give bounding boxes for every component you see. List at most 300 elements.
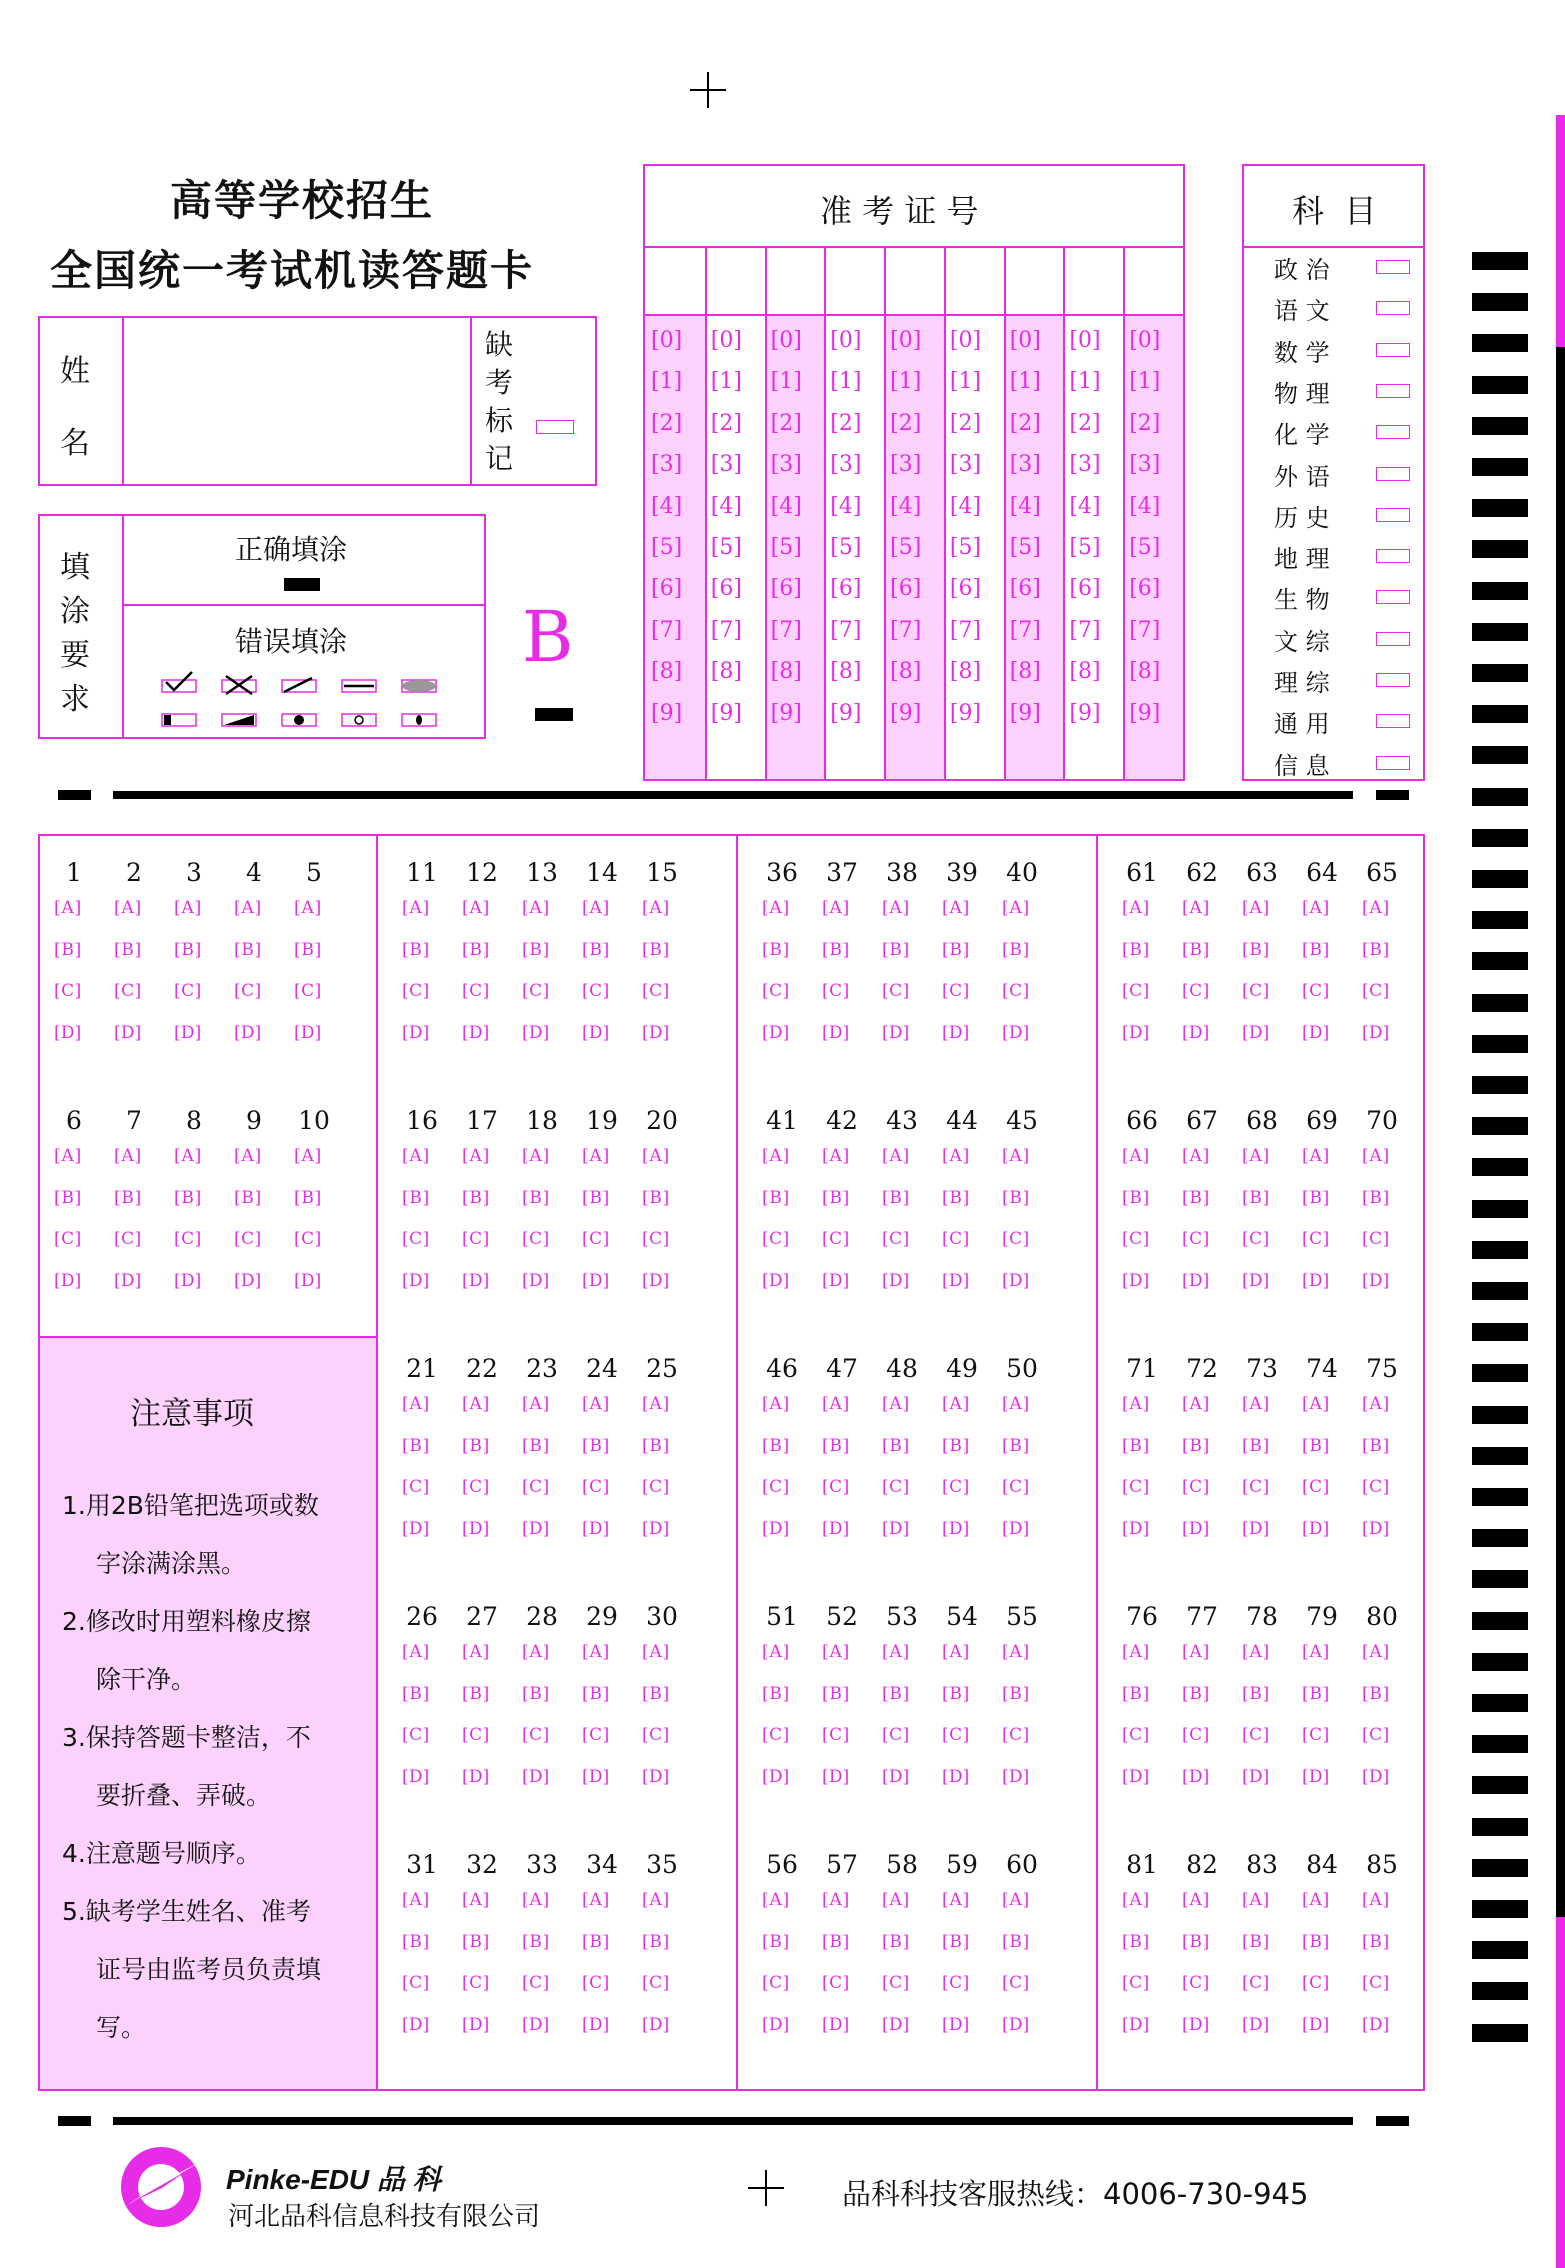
answer-bubble[interactable]: [B] <box>942 1187 970 1208</box>
answer-bubble[interactable]: [A] <box>582 898 610 918</box>
answer-bubble[interactable]: [D] <box>1242 1022 1270 1043</box>
subject-bubble[interactable] <box>1376 632 1410 646</box>
exam-id-bubble[interactable]: [8] <box>1129 659 1161 685</box>
answer-bubble[interactable]: [B] <box>522 1187 550 1208</box>
exam-id-write-cell[interactable] <box>645 248 705 312</box>
answer-bubble[interactable]: [B] <box>1362 1931 1390 1952</box>
answer-bubble[interactable]: [D] <box>522 1766 550 1787</box>
subject-bubble[interactable] <box>1376 549 1410 563</box>
answer-bubble[interactable]: [D] <box>1182 2014 1210 2035</box>
answer-bubble[interactable]: [A] <box>942 1642 970 1662</box>
answer-bubble[interactable]: [B] <box>522 1683 550 1704</box>
exam-id-bubble[interactable]: [7] <box>890 617 922 643</box>
answer-bubble[interactable]: [B] <box>54 939 82 960</box>
answer-bubble[interactable]: [C] <box>822 1229 850 1249</box>
exam-id-bubble[interactable]: [8] <box>830 659 862 685</box>
exam-id-bubble[interactable]: [8] <box>1069 659 1101 685</box>
answer-bubble[interactable]: [D] <box>234 1022 262 1043</box>
answer-bubble[interactable]: [D] <box>1002 1270 1030 1291</box>
exam-id-bubble[interactable]: [5] <box>770 535 802 560</box>
answer-bubble[interactable]: [B] <box>822 1187 850 1208</box>
answer-bubble[interactable]: [C] <box>1242 1229 1270 1249</box>
answer-bubble[interactable]: [A] <box>174 1146 202 1166</box>
exam-id-bubble[interactable]: [1] <box>830 369 862 395</box>
exam-id-bubble[interactable]: [1] <box>1069 369 1101 395</box>
answer-bubble[interactable]: [D] <box>522 1518 550 1539</box>
answer-bubble[interactable]: [D] <box>1242 1270 1270 1291</box>
answer-bubble[interactable]: [B] <box>582 1931 610 1952</box>
exam-id-bubble[interactable]: [7] <box>830 617 862 643</box>
answer-bubble[interactable]: [B] <box>882 1435 910 1456</box>
answer-bubble[interactable]: [C] <box>294 1229 322 1249</box>
answer-bubble[interactable]: [A] <box>402 1146 430 1166</box>
exam-id-bubble[interactable]: [4] <box>830 493 862 519</box>
answer-bubble[interactable]: [B] <box>822 1435 850 1456</box>
answer-bubble[interactable]: [D] <box>1302 1022 1330 1043</box>
answer-bubble[interactable]: [D] <box>582 2014 610 2035</box>
answer-bubble[interactable]: [A] <box>402 1890 430 1910</box>
subject-bubble[interactable] <box>1376 301 1410 315</box>
exam-id-bubble[interactable]: [6] <box>949 576 982 602</box>
answer-bubble[interactable]: [B] <box>402 1187 430 1208</box>
exam-id-bubble[interactable]: [6] <box>1069 576 1101 602</box>
exam-id-bubble[interactable]: [9] <box>830 700 862 726</box>
exam-id-bubble[interactable]: [9] <box>651 700 683 726</box>
exam-id-bubble[interactable]: [3] <box>1129 452 1161 478</box>
answer-bubble[interactable]: [D] <box>1362 1022 1390 1043</box>
answer-bubble[interactable]: [D] <box>882 1518 910 1539</box>
answer-bubble[interactable]: [A] <box>1362 1394 1390 1414</box>
exam-id-bubble[interactable]: [2] <box>1069 410 1101 436</box>
answer-bubble[interactable]: [C] <box>642 1973 670 1993</box>
answer-bubble[interactable]: [D] <box>1182 1022 1210 1043</box>
answer-bubble[interactable]: [C] <box>1182 1477 1210 1497</box>
exam-id-bubble[interactable]: [9] <box>949 700 982 726</box>
answer-bubble[interactable]: [B] <box>1182 1187 1210 1208</box>
answer-bubble[interactable]: [D] <box>462 1766 490 1787</box>
subject-bubble[interactable] <box>1376 590 1410 604</box>
answer-bubble[interactable]: [D] <box>54 1022 82 1043</box>
subject-bubble[interactable] <box>1376 756 1410 770</box>
answer-bubble[interactable]: [D] <box>882 1766 910 1787</box>
exam-id-bubble[interactable]: [7] <box>651 617 683 643</box>
exam-id-bubble[interactable]: [4] <box>1129 493 1161 519</box>
answer-bubble[interactable]: [D] <box>942 2014 970 2035</box>
exam-id-bubble[interactable]: [7] <box>1069 617 1101 643</box>
answer-bubble[interactable]: [C] <box>402 981 430 1001</box>
answer-bubble[interactable]: [C] <box>582 1973 610 1993</box>
answer-bubble[interactable]: [D] <box>1122 1270 1150 1291</box>
answer-bubble[interactable]: [C] <box>642 981 670 1001</box>
exam-id-bubble[interactable]: [7] <box>770 617 802 643</box>
answer-bubble[interactable]: [B] <box>1302 1187 1330 1208</box>
exam-id-bubble[interactable]: [4] <box>770 493 802 519</box>
answer-bubble[interactable]: [A] <box>582 1890 610 1910</box>
answer-bubble[interactable]: [D] <box>942 1022 970 1043</box>
answer-bubble[interactable]: [C] <box>822 1725 850 1745</box>
answer-bubble[interactable]: [A] <box>762 1394 790 1414</box>
exam-id-bubble[interactable]: [8] <box>710 659 742 685</box>
answer-bubble[interactable]: [D] <box>174 1022 202 1043</box>
answer-bubble[interactable]: [A] <box>462 1642 490 1662</box>
answer-bubble[interactable]: [D] <box>114 1270 142 1291</box>
answer-bubble[interactable]: [D] <box>642 1022 670 1043</box>
answer-bubble[interactable]: [B] <box>1002 1931 1030 1952</box>
exam-id-bubble[interactable]: [6] <box>710 576 742 602</box>
subject-bubble[interactable] <box>1376 384 1410 398</box>
exam-id-bubble[interactable]: [0] <box>1069 328 1101 353</box>
exam-id-bubble[interactable]: [1] <box>1129 369 1161 395</box>
answer-bubble[interactable]: [A] <box>234 1146 262 1166</box>
answer-bubble[interactable]: [D] <box>1122 1022 1150 1043</box>
exam-id-bubble[interactable]: [5] <box>949 535 982 560</box>
answer-bubble[interactable]: [B] <box>1182 939 1210 960</box>
answer-bubble[interactable]: [A] <box>822 898 850 918</box>
exam-id-write-cell[interactable] <box>1004 248 1064 312</box>
answer-bubble[interactable]: [B] <box>942 1435 970 1456</box>
answer-bubble[interactable]: [A] <box>942 1394 970 1414</box>
answer-bubble[interactable]: [D] <box>1362 1518 1390 1539</box>
answer-bubble[interactable]: [B] <box>1002 1187 1030 1208</box>
exam-id-bubble[interactable]: [0] <box>830 328 862 353</box>
answer-bubble[interactable]: [A] <box>114 898 142 918</box>
answer-bubble[interactable]: [C] <box>582 1725 610 1745</box>
answer-bubble[interactable]: [D] <box>1302 1518 1330 1539</box>
answer-bubble[interactable]: [A] <box>522 898 550 918</box>
answer-bubble[interactable]: [C] <box>762 1477 790 1497</box>
answer-bubble[interactable]: [B] <box>1122 1435 1150 1456</box>
exam-id-bubble[interactable]: [3] <box>890 452 922 478</box>
answer-bubble[interactable]: [D] <box>462 1270 490 1291</box>
answer-bubble[interactable]: [A] <box>1362 1146 1390 1166</box>
exam-id-bubble[interactable]: [3] <box>770 452 802 478</box>
answer-bubble[interactable]: [D] <box>174 1270 202 1291</box>
answer-bubble[interactable]: [B] <box>462 1187 490 1208</box>
answer-bubble[interactable]: [C] <box>822 1973 850 1993</box>
answer-bubble[interactable]: [D] <box>942 1270 970 1291</box>
answer-bubble[interactable]: [D] <box>1122 1766 1150 1787</box>
answer-bubble[interactable]: [B] <box>1122 1187 1150 1208</box>
answer-bubble[interactable]: [D] <box>1002 1022 1030 1043</box>
answer-bubble[interactable]: [A] <box>1242 1146 1270 1166</box>
answer-bubble[interactable]: [B] <box>1182 1683 1210 1704</box>
answer-bubble[interactable]: [C] <box>942 1973 970 1993</box>
answer-bubble[interactable]: [C] <box>1002 1229 1030 1249</box>
answer-bubble[interactable]: [C] <box>402 1477 430 1497</box>
exam-id-bubble[interactable]: [5] <box>890 535 922 560</box>
answer-bubble[interactable]: [C] <box>234 981 262 1001</box>
answer-bubble[interactable]: [C] <box>462 1477 490 1497</box>
answer-bubble[interactable]: [C] <box>1242 1973 1270 1993</box>
answer-bubble[interactable]: [A] <box>1002 1890 1030 1910</box>
answer-bubble[interactable]: [C] <box>522 1973 550 1993</box>
answer-bubble[interactable]: [B] <box>642 1931 670 1952</box>
answer-bubble[interactable]: [A] <box>642 1890 670 1910</box>
answer-bubble[interactable]: [A] <box>822 1890 850 1910</box>
answer-bubble[interactable]: [B] <box>1242 1683 1270 1704</box>
exam-id-bubble[interactable]: [8] <box>770 659 802 685</box>
answer-bubble[interactable]: [D] <box>402 1022 430 1043</box>
answer-bubble[interactable]: [C] <box>942 1477 970 1497</box>
answer-bubble[interactable]: [A] <box>642 1146 670 1166</box>
answer-bubble[interactable]: [B] <box>462 1931 490 1952</box>
exam-id-bubble[interactable]: [6] <box>830 576 862 602</box>
answer-bubble[interactable]: [B] <box>294 1187 322 1208</box>
exam-id-bubble[interactable]: [4] <box>949 493 982 519</box>
answer-bubble[interactable]: [C] <box>1242 1725 1270 1745</box>
exam-id-bubble[interactable]: [2] <box>1009 410 1041 436</box>
answer-bubble[interactable]: [D] <box>1002 2014 1030 2035</box>
exam-id-bubble[interactable]: [4] <box>710 493 742 519</box>
answer-bubble[interactable]: [C] <box>174 981 202 1001</box>
answer-bubble[interactable]: [B] <box>402 1931 430 1952</box>
answer-bubble[interactable]: [B] <box>762 1931 790 1952</box>
answer-bubble[interactable]: [A] <box>114 1146 142 1166</box>
subject-bubble[interactable] <box>1376 673 1410 687</box>
answer-bubble[interactable]: [A] <box>1122 1146 1150 1166</box>
answer-bubble[interactable]: [A] <box>1302 1642 1330 1662</box>
answer-bubble[interactable]: [C] <box>762 1229 790 1249</box>
answer-bubble[interactable]: [A] <box>1002 1146 1030 1166</box>
exam-id-bubble[interactable]: [0] <box>651 328 683 353</box>
answer-bubble[interactable]: [A] <box>174 898 202 918</box>
answer-bubble[interactable]: [D] <box>762 1518 790 1539</box>
answer-bubble[interactable]: [B] <box>1002 1435 1030 1456</box>
subject-bubble[interactable] <box>1376 260 1410 274</box>
answer-bubble[interactable]: [D] <box>402 1270 430 1291</box>
answer-bubble[interactable]: [B] <box>762 939 790 960</box>
answer-bubble[interactable]: [D] <box>822 1022 850 1043</box>
exam-id-write-cell[interactable] <box>705 248 765 312</box>
answer-bubble[interactable]: [A] <box>462 1146 490 1166</box>
answer-bubble[interactable]: [C] <box>642 1725 670 1745</box>
answer-bubble[interactable]: [D] <box>582 1022 610 1043</box>
answer-bubble[interactable]: [A] <box>1182 1642 1210 1662</box>
answer-bubble[interactable]: [A] <box>1122 1642 1150 1662</box>
answer-bubble[interactable]: [B] <box>1302 1435 1330 1456</box>
answer-bubble[interactable]: [D] <box>294 1270 322 1291</box>
exam-id-bubble[interactable]: [1] <box>770 369 802 395</box>
exam-id-bubble[interactable]: [3] <box>710 452 742 478</box>
answer-bubble[interactable]: [C] <box>1242 1477 1270 1497</box>
answer-bubble[interactable]: [B] <box>642 1435 670 1456</box>
answer-bubble[interactable]: [B] <box>942 1683 970 1704</box>
answer-bubble[interactable]: [D] <box>1122 2014 1150 2035</box>
answer-bubble[interactable]: [C] <box>1002 1477 1030 1497</box>
answer-bubble[interactable]: [B] <box>1002 1683 1030 1704</box>
answer-bubble[interactable]: [B] <box>174 1187 202 1208</box>
answer-bubble[interactable]: [A] <box>822 1394 850 1414</box>
answer-bubble[interactable]: [A] <box>1242 898 1270 918</box>
answer-bubble[interactable]: [B] <box>582 1435 610 1456</box>
exam-id-bubble[interactable]: [0] <box>890 328 922 353</box>
answer-bubble[interactable]: [A] <box>1182 898 1210 918</box>
answer-bubble[interactable]: [C] <box>1002 1725 1030 1745</box>
exam-id-bubble[interactable]: [5] <box>1009 535 1041 560</box>
subject-bubble[interactable] <box>1376 508 1410 522</box>
answer-bubble[interactable]: [A] <box>54 1146 82 1166</box>
answer-bubble[interactable]: [D] <box>642 1518 670 1539</box>
answer-bubble[interactable]: [A] <box>762 1146 790 1166</box>
answer-bubble[interactable]: [C] <box>1182 1725 1210 1745</box>
answer-bubble[interactable]: [A] <box>762 1642 790 1662</box>
name-input[interactable] <box>126 320 466 482</box>
answer-bubble[interactable]: [D] <box>1242 1766 1270 1787</box>
answer-bubble[interactable]: [C] <box>822 981 850 1001</box>
absent-mark-box[interactable] <box>536 420 574 434</box>
answer-bubble[interactable]: [D] <box>1302 1766 1330 1787</box>
subject-bubble[interactable] <box>1376 425 1410 439</box>
answer-bubble[interactable]: [B] <box>1242 1187 1270 1208</box>
answer-bubble[interactable]: [A] <box>1182 1890 1210 1910</box>
answer-bubble[interactable]: [C] <box>174 1229 202 1249</box>
answer-bubble[interactable]: [D] <box>522 1022 550 1043</box>
answer-bubble[interactable]: [B] <box>54 1187 82 1208</box>
answer-bubble[interactable]: [A] <box>1122 1890 1150 1910</box>
exam-id-bubble[interactable]: [8] <box>1009 659 1041 685</box>
exam-id-write-cell[interactable] <box>1123 248 1183 312</box>
exam-id-write-cell[interactable] <box>944 248 1004 312</box>
answer-bubble[interactable]: [D] <box>762 1270 790 1291</box>
exam-id-bubble[interactable]: [9] <box>770 700 802 726</box>
exam-id-write-cell[interactable] <box>765 248 825 312</box>
answer-bubble[interactable]: [C] <box>582 981 610 1001</box>
exam-id-bubble[interactable]: [4] <box>890 493 922 519</box>
answer-bubble[interactable]: [B] <box>462 1683 490 1704</box>
answer-bubble[interactable]: [D] <box>294 1022 322 1043</box>
answer-bubble[interactable]: [C] <box>1182 1973 1210 1993</box>
exam-id-write-cell[interactable] <box>884 248 944 312</box>
answer-bubble[interactable]: [A] <box>402 1394 430 1414</box>
answer-bubble[interactable]: [D] <box>942 1518 970 1539</box>
exam-id-bubble[interactable]: [2] <box>949 410 982 436</box>
answer-bubble[interactable]: [C] <box>942 1229 970 1249</box>
answer-bubble[interactable]: [D] <box>642 1766 670 1787</box>
answer-bubble[interactable]: [B] <box>1362 939 1390 960</box>
answer-bubble[interactable]: [D] <box>822 1518 850 1539</box>
answer-bubble[interactable]: [D] <box>822 1766 850 1787</box>
answer-bubble[interactable]: [D] <box>1182 1518 1210 1539</box>
exam-id-bubble[interactable]: [3] <box>1009 452 1041 478</box>
answer-bubble[interactable]: [A] <box>942 898 970 918</box>
answer-bubble[interactable]: [C] <box>1122 1973 1150 1993</box>
answer-bubble[interactable]: [A] <box>1122 1394 1150 1414</box>
exam-id-bubble[interactable]: [8] <box>651 659 683 685</box>
answer-bubble[interactable]: [B] <box>1002 939 1030 960</box>
answer-bubble[interactable]: [A] <box>942 1890 970 1910</box>
answer-bubble[interactable]: [C] <box>1182 1229 1210 1249</box>
answer-bubble[interactable]: [A] <box>234 898 262 918</box>
answer-bubble[interactable]: [A] <box>642 1642 670 1662</box>
answer-bubble[interactable]: [C] <box>882 981 910 1001</box>
exam-id-bubble[interactable]: [7] <box>949 617 982 643</box>
answer-bubble[interactable]: [C] <box>882 1229 910 1249</box>
answer-bubble[interactable]: [C] <box>762 1973 790 1993</box>
answer-bubble[interactable]: [B] <box>882 1187 910 1208</box>
exam-id-bubble[interactable]: [0] <box>1129 328 1161 353</box>
answer-bubble[interactable]: [B] <box>462 1435 490 1456</box>
answer-bubble[interactable]: [D] <box>582 1518 610 1539</box>
answer-bubble[interactable]: [A] <box>822 1146 850 1166</box>
answer-bubble[interactable]: [D] <box>54 1270 82 1291</box>
answer-bubble[interactable]: [D] <box>462 1022 490 1043</box>
answer-bubble[interactable]: [C] <box>822 1477 850 1497</box>
answer-bubble[interactable]: [C] <box>762 1725 790 1745</box>
subject-bubble[interactable] <box>1376 343 1410 357</box>
answer-bubble[interactable]: [D] <box>402 1766 430 1787</box>
exam-id-bubble[interactable]: [1] <box>710 369 742 395</box>
exam-id-bubble[interactable]: [4] <box>1069 493 1101 519</box>
exam-id-bubble[interactable]: [2] <box>1129 410 1161 436</box>
answer-bubble[interactable]: [B] <box>402 1683 430 1704</box>
exam-id-bubble[interactable]: [9] <box>890 700 922 726</box>
answer-bubble[interactable]: [B] <box>294 939 322 960</box>
answer-bubble[interactable]: [D] <box>942 1766 970 1787</box>
answer-bubble[interactable]: [A] <box>54 898 82 918</box>
answer-bubble[interactable]: [A] <box>462 1394 490 1414</box>
answer-bubble[interactable]: [D] <box>882 1270 910 1291</box>
answer-bubble[interactable]: [D] <box>882 2014 910 2035</box>
answer-bubble[interactable]: [B] <box>1122 1683 1150 1704</box>
answer-bubble[interactable]: [C] <box>1302 1973 1330 1993</box>
answer-bubble[interactable]: [D] <box>1362 1270 1390 1291</box>
answer-bubble[interactable]: [D] <box>822 1270 850 1291</box>
answer-bubble[interactable]: [B] <box>402 939 430 960</box>
answer-bubble[interactable]: [C] <box>402 1725 430 1745</box>
answer-bubble[interactable]: [C] <box>1302 1725 1330 1745</box>
answer-bubble[interactable]: [D] <box>522 1270 550 1291</box>
answer-bubble[interactable]: [C] <box>1362 1725 1390 1745</box>
answer-bubble[interactable]: [D] <box>762 2014 790 2035</box>
answer-bubble[interactable]: [C] <box>114 981 142 1001</box>
answer-bubble[interactable]: [B] <box>642 1683 670 1704</box>
answer-bubble[interactable]: [A] <box>882 1890 910 1910</box>
answer-bubble[interactable]: [A] <box>1302 1394 1330 1414</box>
answer-bubble[interactable]: [B] <box>114 1187 142 1208</box>
exam-id-bubble[interactable]: [2] <box>770 410 802 436</box>
answer-bubble[interactable]: [D] <box>1122 1518 1150 1539</box>
exam-id-bubble[interactable]: [8] <box>949 659 982 685</box>
answer-bubble[interactable]: [B] <box>822 1931 850 1952</box>
answer-bubble[interactable]: [A] <box>582 1146 610 1166</box>
exam-id-bubble[interactable]: [0] <box>710 328 742 353</box>
answer-bubble[interactable]: [C] <box>54 1229 82 1249</box>
exam-id-bubble[interactable]: [2] <box>890 410 922 436</box>
exam-id-bubble[interactable]: [3] <box>949 452 982 478</box>
answer-bubble[interactable]: [A] <box>462 898 490 918</box>
answer-bubble[interactable]: [C] <box>1182 981 1210 1001</box>
answer-bubble[interactable]: [B] <box>1122 939 1150 960</box>
answer-bubble[interactable]: [D] <box>642 2014 670 2035</box>
exam-id-bubble[interactable]: [2] <box>830 410 862 436</box>
exam-id-bubble[interactable]: [0] <box>1009 328 1041 353</box>
answer-bubble[interactable]: [C] <box>522 1477 550 1497</box>
answer-bubble[interactable]: [B] <box>1122 1931 1150 1952</box>
answer-bubble[interactable]: [D] <box>1362 1766 1390 1787</box>
exam-id-bubble[interactable]: [5] <box>710 535 742 560</box>
answer-bubble[interactable]: [B] <box>234 939 262 960</box>
answer-bubble[interactable]: [C] <box>402 1229 430 1249</box>
answer-bubble[interactable]: [B] <box>234 1187 262 1208</box>
answer-bubble[interactable]: [A] <box>522 1642 550 1662</box>
exam-id-bubble[interactable]: [9] <box>1129 700 1161 726</box>
answer-bubble[interactable]: [D] <box>1242 1518 1270 1539</box>
subject-bubble[interactable] <box>1376 714 1410 728</box>
answer-bubble[interactable]: [D] <box>1302 1270 1330 1291</box>
exam-id-bubble[interactable]: [6] <box>770 576 802 602</box>
exam-id-bubble[interactable]: [6] <box>651 576 683 602</box>
answer-bubble[interactable]: [B] <box>942 1931 970 1952</box>
